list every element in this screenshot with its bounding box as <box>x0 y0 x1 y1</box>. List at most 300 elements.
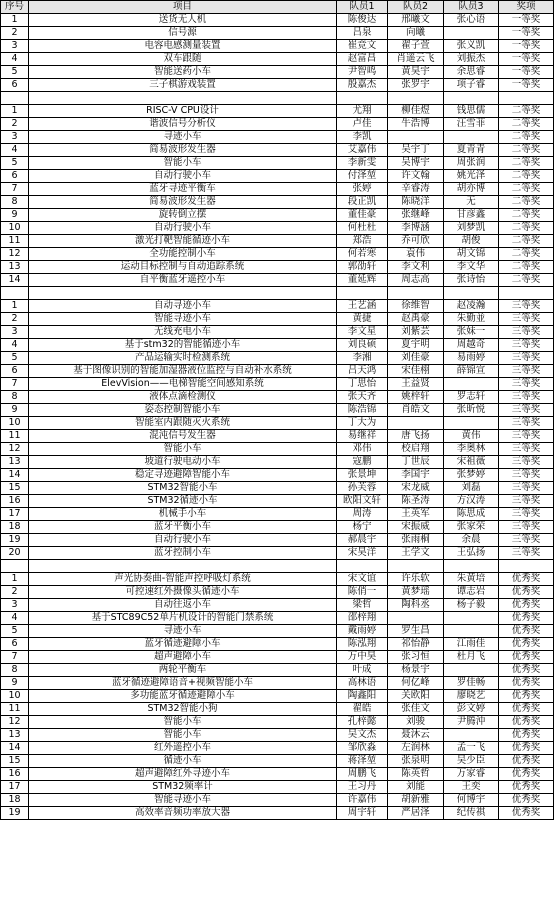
empty-cell <box>337 560 388 573</box>
cell-number: 7 <box>1 378 29 391</box>
cell-award: 优秀奖 <box>499 586 554 599</box>
cell-project: 谐波信号分析仪 <box>29 118 337 131</box>
cell-member-3: 宋祖薇 <box>444 456 499 469</box>
cell-member-1: 叶成 <box>337 664 388 677</box>
cell-member-2: 刘紫芸 <box>388 326 444 339</box>
cell-member-2: 宋振威 <box>388 521 444 534</box>
cell-project: 姿态控制智能小车 <box>29 404 337 417</box>
cell-member-3: 吴少臣 <box>444 755 499 768</box>
cell-member-2: 周志高 <box>388 274 444 287</box>
cell-number: 8 <box>1 391 29 404</box>
cell-award: 二等奖 <box>499 183 554 196</box>
cell-member-2: 刘骏 <box>388 716 444 729</box>
cell-number: 18 <box>1 521 29 534</box>
cell-number: 19 <box>1 807 29 820</box>
table-row <box>1 118 554 131</box>
table-row <box>1 755 554 768</box>
cell-member-2: 张罗宇 <box>388 79 444 92</box>
cell-award: 二等奖 <box>499 196 554 209</box>
cell-number: 2 <box>1 313 29 326</box>
cell-award: 一等奖 <box>499 79 554 92</box>
cell-number: 13 <box>1 456 29 469</box>
cell-award: 优秀奖 <box>499 768 554 781</box>
cell-member-1: 寇鹏 <box>337 456 388 469</box>
cell-member-1: 孙芙蓉 <box>337 482 388 495</box>
cell-project: 自动寻迹小车 <box>29 300 337 313</box>
cell-award: 一等奖 <box>499 14 554 27</box>
cell-award: 三等奖 <box>499 430 554 443</box>
cell-project: 自动行驶小车 <box>29 170 337 183</box>
cell-member-3 <box>444 27 499 40</box>
table-row <box>1 430 554 443</box>
cell-member-3: 杨子毅 <box>444 599 499 612</box>
cell-member-1: 李湘 <box>337 352 388 365</box>
empty-cell <box>499 92 554 105</box>
cell-project: STM32循迹小车 <box>29 495 337 508</box>
cell-award: 二等奖 <box>499 105 554 118</box>
cell-project: 自动行驶小车 <box>29 222 337 235</box>
cell-member-3: 胡文锦 <box>444 248 499 261</box>
cell-member-1: 周涛 <box>337 508 388 521</box>
cell-award: 三等奖 <box>499 521 554 534</box>
cell-member-3: 张诗怡 <box>444 274 499 287</box>
empty-cell <box>499 560 554 573</box>
cell-member-3: 余思睿 <box>444 66 499 79</box>
cell-member-2: 吴博宇 <box>388 157 444 170</box>
cell-number: 1 <box>1 300 29 313</box>
cell-project: 智能小车 <box>29 157 337 170</box>
cell-award: 二等奖 <box>499 118 554 131</box>
cell-number: 3 <box>1 599 29 612</box>
cell-member-1: 尹智鸣 <box>337 66 388 79</box>
cell-member-3: 刘磊 <box>444 482 499 495</box>
cell-member-2: 向曦 <box>388 27 444 40</box>
cell-award: 二等奖 <box>499 274 554 287</box>
cell-member-2: 张泉明 <box>388 755 444 768</box>
cell-number: 5 <box>1 625 29 638</box>
cell-number: 17 <box>1 508 29 521</box>
cell-member-1: 郑浩 <box>337 235 388 248</box>
cell-member-1: 段正凯 <box>337 196 388 209</box>
cell-member-2: 胡新雅 <box>388 794 444 807</box>
cell-member-2: 黄梦瑶 <box>388 586 444 599</box>
cell-award: 优秀奖 <box>499 690 554 703</box>
cell-project: 信号源 <box>29 27 337 40</box>
cell-number: 6 <box>1 365 29 378</box>
cell-award: 优秀奖 <box>499 807 554 820</box>
cell-member-2: 陶科丞 <box>388 599 444 612</box>
cell-member-1: 周宇轩 <box>337 807 388 820</box>
cell-member-3: 张心语 <box>444 14 499 27</box>
cell-member-1: 董佳豪 <box>337 209 388 222</box>
table-row <box>1 638 554 651</box>
cell-award: 优秀奖 <box>499 781 554 794</box>
cell-member-1: 蒋泽堃 <box>337 755 388 768</box>
cell-project: STM32智能小狗 <box>29 703 337 716</box>
cell-member-1: 黄捷 <box>337 313 388 326</box>
empty-cell <box>388 560 444 573</box>
table-header-row <box>1 1 554 14</box>
table-row <box>1 209 554 222</box>
cell-member-2: 刘能 <box>388 781 444 794</box>
cell-member-1: 易继祥 <box>337 430 388 443</box>
cell-member-3: 张昕悦 <box>444 404 499 417</box>
cell-member-2: 肖遥云飞 <box>388 53 444 66</box>
cell-member-3: 汪雪菲 <box>444 118 499 131</box>
cell-award: 优秀奖 <box>499 612 554 625</box>
cell-award: 优秀奖 <box>499 599 554 612</box>
cell-project: 产品运输实时检测系统 <box>29 352 337 365</box>
cell-number: 13 <box>1 261 29 274</box>
table-row <box>1 14 554 27</box>
table-row <box>1 66 554 79</box>
table-row <box>1 339 554 352</box>
cell-member-1: 何杜杜 <box>337 222 388 235</box>
cell-member-1: 欧阳文轩 <box>337 495 388 508</box>
group-separator-row <box>1 92 554 105</box>
table-row <box>1 261 554 274</box>
table-row <box>1 456 554 469</box>
cell-member-1: 陈俊达 <box>337 14 388 27</box>
cell-project: 坡道行驶电动小车 <box>29 456 337 469</box>
cell-number: 18 <box>1 794 29 807</box>
table-row <box>1 768 554 781</box>
cell-number: 2 <box>1 586 29 599</box>
cell-member-2: 吴宇丁 <box>388 144 444 157</box>
empty-cell <box>337 92 388 105</box>
cell-member-3: 无 <box>444 196 499 209</box>
table-row <box>1 521 554 534</box>
cell-project: STM32频率计 <box>29 781 337 794</box>
cell-award: 二等奖 <box>499 235 554 248</box>
cell-member-3 <box>444 625 499 638</box>
cell-award: 二等奖 <box>499 144 554 157</box>
header-number: 序号 <box>1 1 29 14</box>
cell-member-2: 袁伟 <box>388 248 444 261</box>
cell-number: 3 <box>1 40 29 53</box>
cell-member-2: 李博涵 <box>388 222 444 235</box>
cell-member-3: 周越奇 <box>444 339 499 352</box>
table-row <box>1 651 554 664</box>
cell-member-2: 乔可欣 <box>388 235 444 248</box>
cell-member-3: 江雨佳 <box>444 638 499 651</box>
cell-member-1: 董延辉 <box>337 274 388 287</box>
table-row <box>1 781 554 794</box>
cell-member-2: 辛睿涛 <box>388 183 444 196</box>
cell-number: 10 <box>1 690 29 703</box>
empty-cell <box>388 92 444 105</box>
awards-table-body <box>1 1 554 820</box>
cell-member-1: 吕泉 <box>337 27 388 40</box>
cell-project: 简易波形发生器 <box>29 196 337 209</box>
cell-member-1: 殷嘉杰 <box>337 79 388 92</box>
cell-award: 一等奖 <box>499 53 554 66</box>
cell-member-3 <box>444 612 499 625</box>
table-row <box>1 274 554 287</box>
cell-project: 基于STC89C52单片机设计的智能门禁系统 <box>29 612 337 625</box>
table-row <box>1 365 554 378</box>
cell-number: 5 <box>1 66 29 79</box>
cell-project: 混沌信号发生器 <box>29 430 337 443</box>
cell-number: 14 <box>1 742 29 755</box>
cell-member-1: 陈浩锦 <box>337 404 388 417</box>
cell-number: 7 <box>1 183 29 196</box>
cell-project: 无线充电小车 <box>29 326 337 339</box>
cell-project: 双车跟随 <box>29 53 337 66</box>
cell-project: 智能寻迹小车 <box>29 794 337 807</box>
cell-number: 2 <box>1 27 29 40</box>
cell-member-1: 李文星 <box>337 326 388 339</box>
cell-member-3: 余晨 <box>444 534 499 547</box>
cell-number: 12 <box>1 248 29 261</box>
table-row <box>1 313 554 326</box>
cell-project: RISC-V CPU设计 <box>29 105 337 118</box>
cell-award: 二等奖 <box>499 209 554 222</box>
cell-project: 稳定寻迹避障智能小车 <box>29 469 337 482</box>
cell-member-2: 陈英哲 <box>388 768 444 781</box>
table-row <box>1 612 554 625</box>
table-row <box>1 326 554 339</box>
cell-member-1: 李新雯 <box>337 157 388 170</box>
cell-project: 旋转倒立摆 <box>29 209 337 222</box>
table-row <box>1 794 554 807</box>
cell-member-2: 刘佳豪 <box>388 352 444 365</box>
cell-member-3: 李奥林 <box>444 443 499 456</box>
empty-cell <box>1 287 29 300</box>
cell-number: 6 <box>1 638 29 651</box>
cell-member-3 <box>444 417 499 430</box>
table-row <box>1 27 554 40</box>
cell-member-1: 付泽堃 <box>337 170 388 183</box>
cell-member-3: 黄伟 <box>444 430 499 443</box>
cell-member-2: 何亿峰 <box>388 677 444 690</box>
cell-number: 10 <box>1 222 29 235</box>
cell-award: 优秀奖 <box>499 729 554 742</box>
cell-number: 10 <box>1 417 29 430</box>
cell-award: 优秀奖 <box>499 716 554 729</box>
cell-project: 循迹小车 <box>29 755 337 768</box>
cell-member-3: 张家荣 <box>444 521 499 534</box>
cell-number: 20 <box>1 547 29 560</box>
table-row <box>1 196 554 209</box>
cell-member-1: 郝晨宇 <box>337 534 388 547</box>
empty-cell <box>444 560 499 573</box>
cell-member-3: 赵凌瀚 <box>444 300 499 313</box>
cell-award: 二等奖 <box>499 261 554 274</box>
cell-project: 蓝牙寻迹平衡车 <box>29 183 337 196</box>
cell-member-3: 刘梦凯 <box>444 222 499 235</box>
table-row <box>1 703 554 716</box>
cell-project: 智能小车 <box>29 716 337 729</box>
cell-member-2: 唐飞扬 <box>388 430 444 443</box>
cell-member-2: 陈晓洋 <box>388 196 444 209</box>
cell-project: 寻迹小车 <box>29 625 337 638</box>
header-member-3: 队员3 <box>444 1 499 14</box>
cell-member-2: 王学文 <box>388 547 444 560</box>
cell-number: 12 <box>1 443 29 456</box>
cell-award: 三等奖 <box>499 391 554 404</box>
cell-member-3: 孟一飞 <box>444 742 499 755</box>
cell-award: 三等奖 <box>499 508 554 521</box>
cell-member-1: 万中昊 <box>337 651 388 664</box>
cell-project: 机械手小车 <box>29 508 337 521</box>
cell-member-2: 许文翰 <box>388 170 444 183</box>
cell-member-2: 赵禹豪 <box>388 313 444 326</box>
cell-number: 9 <box>1 677 29 690</box>
cell-number: 7 <box>1 651 29 664</box>
cell-project: 智能小车 <box>29 443 337 456</box>
cell-member-2: 王益贤 <box>388 378 444 391</box>
table-row <box>1 573 554 586</box>
cell-award: 三等奖 <box>499 443 554 456</box>
cell-award: 三等奖 <box>499 378 554 391</box>
table-row <box>1 599 554 612</box>
cell-project: 运动目标控制与自动追踪系统 <box>29 261 337 274</box>
cell-member-2: 牛浩博 <box>388 118 444 131</box>
cell-project: 智能送药小车 <box>29 66 337 79</box>
table-row <box>1 729 554 742</box>
table-row <box>1 144 554 157</box>
cell-member-3: 罗佳畅 <box>444 677 499 690</box>
empty-cell <box>444 287 499 300</box>
cell-member-3 <box>444 664 499 677</box>
cell-project: 蓝牙循迹避障小车 <box>29 638 337 651</box>
cell-award: 三等奖 <box>499 313 554 326</box>
cell-member-3: 甘彦鑫 <box>444 209 499 222</box>
cell-member-3: 朱黄培 <box>444 573 499 586</box>
cell-member-3: 李文华 <box>444 261 499 274</box>
cell-member-2: 张习恒 <box>388 651 444 664</box>
cell-number: 13 <box>1 729 29 742</box>
cell-member-2: 柳佳煜 <box>388 105 444 118</box>
cell-member-2: 肖皓文 <box>388 404 444 417</box>
cell-member-1: 翟皓 <box>337 703 388 716</box>
cell-member-1: 杨宁 <box>337 521 388 534</box>
cell-project: STM32智能小车 <box>29 482 337 495</box>
cell-project: 基于图像识别的智能加湿器液位监控与自动补水系统 <box>29 365 337 378</box>
cell-award: 三等奖 <box>499 417 554 430</box>
table-row <box>1 469 554 482</box>
cell-project: 两轮平衡车 <box>29 664 337 677</box>
cell-award: 三等奖 <box>499 469 554 482</box>
cell-project: 激光打靶智能循迹小车 <box>29 235 337 248</box>
table-row <box>1 586 554 599</box>
cell-member-3: 朱勤並 <box>444 313 499 326</box>
table-row <box>1 183 554 196</box>
cell-number: 4 <box>1 612 29 625</box>
cell-member-2: 陈圣涛 <box>388 495 444 508</box>
cell-project: 超声避障小车 <box>29 651 337 664</box>
cell-member-1: 吴文杰 <box>337 729 388 742</box>
cell-award: 优秀奖 <box>499 651 554 664</box>
cell-member-1: 刘良硕 <box>337 339 388 352</box>
table-row <box>1 690 554 703</box>
table-row <box>1 482 554 495</box>
cell-member-3: 何博宇 <box>444 794 499 807</box>
group-separator-row <box>1 560 554 573</box>
cell-member-2: 王英军 <box>388 508 444 521</box>
cell-member-1: 孔梓懿 <box>337 716 388 729</box>
cell-member-3 <box>444 378 499 391</box>
cell-award: 二等奖 <box>499 170 554 183</box>
cell-member-1: 邹欣淼 <box>337 742 388 755</box>
cell-member-3: 纪传祺 <box>444 807 499 820</box>
cell-member-2: 李国宇 <box>388 469 444 482</box>
cell-member-2: 祁怡静 <box>388 638 444 651</box>
cell-project: 自动行驶小车 <box>29 534 337 547</box>
cell-number: 1 <box>1 14 29 27</box>
table-row <box>1 664 554 677</box>
cell-award: 三等奖 <box>499 339 554 352</box>
cell-member-1: 邵梓翔 <box>337 612 388 625</box>
cell-number: 15 <box>1 755 29 768</box>
cell-project: 全功能控制小车 <box>29 248 337 261</box>
cell-project: 电容电感测量装置 <box>29 40 337 53</box>
cell-member-1: 王艺涵 <box>337 300 388 313</box>
table-row <box>1 131 554 144</box>
cell-award: 三等奖 <box>499 456 554 469</box>
cell-member-1: 崔竞文 <box>337 40 388 53</box>
cell-number: 2 <box>1 118 29 131</box>
cell-member-1: 许嘉伟 <box>337 794 388 807</box>
cell-member-2 <box>388 612 444 625</box>
cell-number: 16 <box>1 768 29 781</box>
table-row <box>1 807 554 820</box>
cell-member-2: 左润林 <box>388 742 444 755</box>
cell-member-3: 薛锦宣 <box>444 365 499 378</box>
cell-member-3: 罗志轩 <box>444 391 499 404</box>
cell-member-2: 张雨桐 <box>388 534 444 547</box>
cell-number: 16 <box>1 495 29 508</box>
cell-member-3: 姚光泽 <box>444 170 499 183</box>
cell-member-2: 徐维智 <box>388 300 444 313</box>
cell-project: 智能室内跟随灭火系统 <box>29 417 337 430</box>
cell-member-3: 陈思成 <box>444 508 499 521</box>
table-row <box>1 417 554 430</box>
cell-member-1: 张婷 <box>337 183 388 196</box>
table-row <box>1 79 554 92</box>
empty-cell <box>29 92 337 105</box>
cell-project: 蓝牙循迹避障语音+视频智能小车 <box>29 677 337 690</box>
cell-member-2: 黄昊宇 <box>388 66 444 79</box>
cell-member-3: 尹腾沖 <box>444 716 499 729</box>
cell-project: 自平衡蓝牙遥控小车 <box>29 274 337 287</box>
cell-award: 二等奖 <box>499 222 554 235</box>
cell-number: 14 <box>1 274 29 287</box>
table-row <box>1 495 554 508</box>
cell-award: 一等奖 <box>499 40 554 53</box>
cell-project: 智能寻迹小车 <box>29 313 337 326</box>
cell-project: 简易波形发生器 <box>29 144 337 157</box>
cell-number: 11 <box>1 703 29 716</box>
cell-project: 蓝牙控制小车 <box>29 547 337 560</box>
cell-project: 红外遥控小车 <box>29 742 337 755</box>
table-row <box>1 352 554 365</box>
group-separator-row <box>1 287 554 300</box>
cell-member-2: 夏宇明 <box>388 339 444 352</box>
cell-project: 寻迹小车 <box>29 131 337 144</box>
cell-member-1: 陶鑫阳 <box>337 690 388 703</box>
table-row <box>1 105 554 118</box>
table-row <box>1 534 554 547</box>
cell-number: 17 <box>1 781 29 794</box>
cell-award: 三等奖 <box>499 352 554 365</box>
cell-member-3: 彭文婷 <box>444 703 499 716</box>
cell-project: 三子棋游戏装置 <box>29 79 337 92</box>
cell-award: 优秀奖 <box>499 742 554 755</box>
cell-member-1: 郭劭轩 <box>337 261 388 274</box>
cell-project: 自动往返小车 <box>29 599 337 612</box>
